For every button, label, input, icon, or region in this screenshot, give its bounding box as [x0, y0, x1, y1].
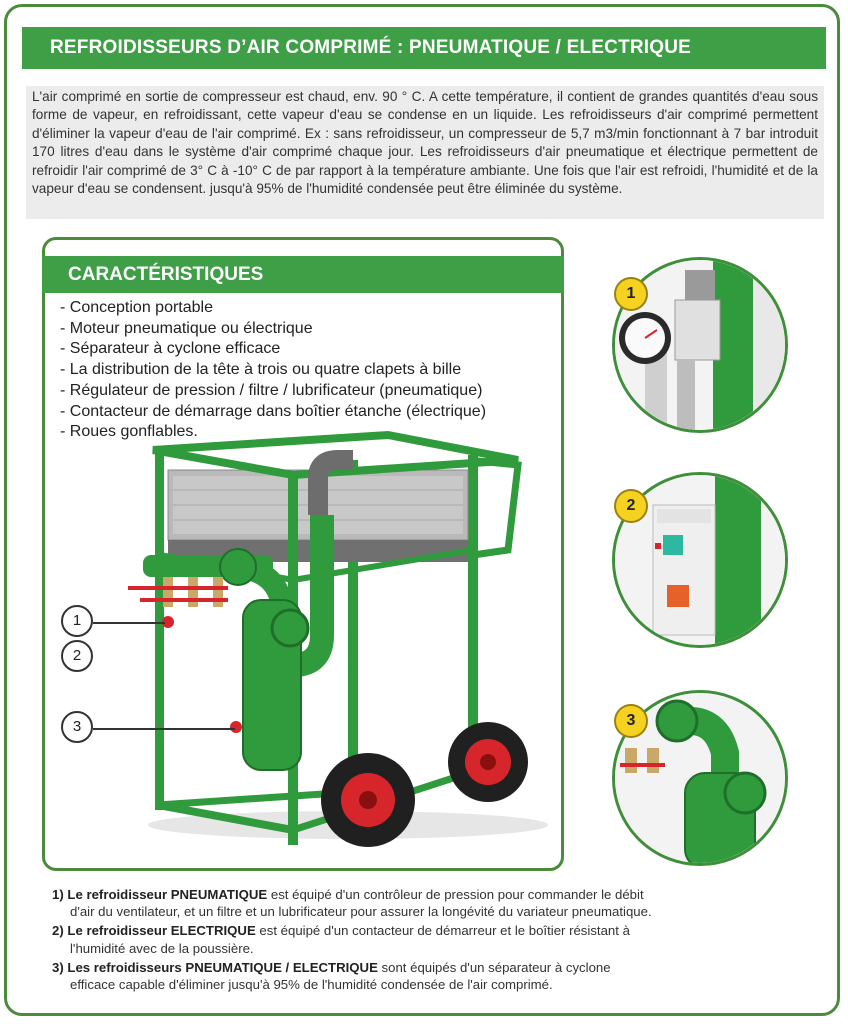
- callout-leader-line: [93, 728, 235, 730]
- feature-item: - Régulateur de pression / filtre / lubrificateur (pneumatique): [60, 381, 483, 399]
- page-title: REFROIDISSEURS D’AIR COMPRIMÉ : PNEUMATIQUE / ELECTRIQUE: [22, 27, 826, 69]
- note-number: 3): [52, 959, 64, 975]
- note-heading: Le refroidisseur ELECTRIQUE: [67, 923, 256, 939]
- feature-item: - Roues gonflables.: [60, 423, 198, 441]
- note-number: 1): [52, 887, 64, 902]
- note-text-continued: efficace capable d'éliminer jusqu'à 95% de l'humidité condensée de l'air comprimé.: [70, 977, 553, 993]
- note-text: est équipé d'un contacteur de démarreur et le boîtier résistant à: [255, 923, 630, 939]
- feature-item: - La distribution de la tête à trois ou quatre clapets à bille: [60, 361, 462, 379]
- note-2: [52, 922, 792, 956]
- air-cooler-illustration: [48, 420, 558, 860]
- callout-leader-line: [93, 622, 165, 624]
- callout-marker-1: 1: [61, 605, 93, 637]
- callout-marker-2: 2: [61, 640, 93, 672]
- note-1: [52, 886, 792, 920]
- callout-marker-3: 3: [61, 711, 93, 743]
- footer-notes: [52, 886, 792, 995]
- note-text-continued: d'air du ventilateur, et un filtre et un lubrificateur pour assurer la longévité du variateur pneumatique.: [70, 904, 652, 920]
- note-3: [52, 959, 792, 993]
- detail-badge-3: 3: [614, 704, 648, 738]
- feature-item: - Moteur pneumatique ou électrique: [60, 319, 313, 337]
- note-heading: Le refroidisseur PNEUMATIQUE: [67, 887, 268, 902]
- note-text: sont équipés d'un séparateur à cyclone: [377, 959, 611, 975]
- feature-item: - Séparateur à cyclone efficace: [60, 340, 281, 358]
- detail-badge-1: 1: [614, 277, 648, 311]
- feature-item: - Contacteur de démarrage dans boîtier étanche (électrique): [60, 402, 487, 420]
- detail-badge-2: 2: [614, 489, 648, 523]
- note-text-continued: l'humidité avec de la poussière.: [70, 940, 254, 956]
- characteristics-title: CARACTÉRISTIQUES: [42, 256, 564, 293]
- feature-item: - Conception portable: [60, 299, 213, 316]
- intro-paragraph: L'air comprimé en sortie de compresseur est chaud, env. 90 ° C. A cette température, il contient de grandes quantités d'eau sous forme de vapeur, en refroidissant, cette vapeur d'eau se condense en un liquide. Les refroidisseurs d'air comprimé permettent d'éliminer la vapeur d'eau de l'air comprimé. Ex : sans refroidisseur, un compresseur de 5,7 m3/min fonctionnant à 7 bar introduit 170 litres d'eau dans le système d'air comprimé chaque jour. Les refroidisseurs d'air pneumatique et électrique permettent de refroidir l'air comprimé de 3° C à -10° C de par rapport à la température ambiante. Une fois que l'air est refroidi, l'humidité et de la vapeur d'eau se condensent. jusqu'à 95% de l'humidité condensée peut être éliminée du système.: [26, 86, 824, 219]
- note-heading: Les refroidisseurs PNEUMATIQUE / ELECTRIQUE: [67, 959, 378, 975]
- note-text: est équipé d'un contrôleur de pression pour commander le débit: [267, 887, 644, 902]
- note-number: 2): [52, 923, 64, 939]
